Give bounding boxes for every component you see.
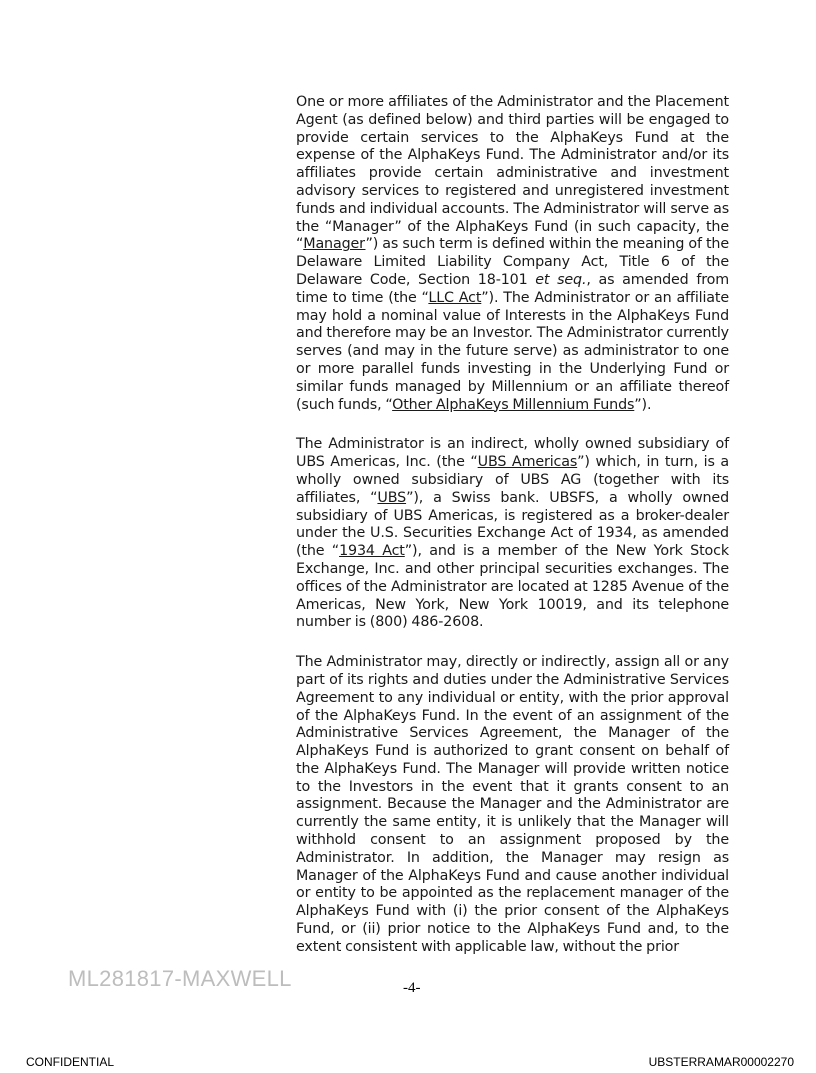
paragraph-ubs-subsidiary: The Administrator is an indirect, wholly owned subsidiary of UBS Americas, Inc. (the “UBS Americas”) which, in turn, is a wholly owned subsidiary of UBS AG (together with its affiliates, “UBS”), a Swiss bank. UBSFS, a wholly owned subsidiary of UBS Americas, is registered as a broker-dealer under the U.S. Securities Exchange Act of 1934, as amended (the “1934 Act”), and is a member of the New York Stock Exchange, Inc. and other principal securities exchanges. The offices of the Administrator are located at 1285 Avenue of the Americas, New York, New York 10019, and its telephone number is (800) 486-2608. [296,436,730,631]
confidential-label: CONFIDENTIAL [26,1055,115,1069]
document-stamp: ML281817-MAXWELL [68,966,292,991]
defined-term-other-funds: Other AlphaKeys Millennium Funds [392,396,635,413]
bates-number: UBSTERRAMAR00002270 [648,1055,794,1069]
defined-term-manager: Manager [303,236,366,253]
paragraph-affiliates: One or more affiliates of the Administrator and the Placement Agent (as defined below) and third parties will be engaged to provide certain services to the AlphaKeys Fund at the expense of the AlphaKeys Fund. The Administrator and/or its affiliates provide certain administrative and investment advisory services to registered and unregistered investment funds and individual accounts. The Administrator will serve as the “Manager” of the AlphaKeys Fund (in such capacity, the “Manager”) as such term is defined within the meaning of the Delaware Limited Liability Company Act, Title 6 of the Delaware Code, Section 18-101 et seq., as amended from time to time (the “LLC Act”). The Administrator or an affiliate may hold a nominal value of Interests in the AlphaKeys Fund and therefore may be an Investor. The Administrator currently serves (and may in the future serve) as administrator to one or more parallel funds investing in the Underlying Fund or similar funds managed by Millennium or an affiliate thereof (such funds, “Other AlphaKeys Millennium Funds”). [296,94,729,413]
page-number: -4- [403,980,421,996]
defined-term-llc-act: LLC Act [428,289,482,306]
defined-term-ubs-americas: UBS Americas [477,454,578,471]
paragraph-assignment: The Administrator may, directly or indirectly, assign all or any part of its rights and duties under the Administrative Services Agreement to any individual or entity, with the prior approval of the AlphaKeys Fund. In the event of an assignment of the Administrative Services Agreement, the Manager of the AlphaKeys Fund is authorized to grant consent on behalf of the AlphaKeys Fund. The Manager will provide written notice to the Investors in the event that it grants consent to an assignment. Because the Manager and the Administrator are currently the same entity, it is unlikely that the Manager will withhold consent to an assignment proposed by the Administrator. In addition, the Manager may resign as Manager of the AlphaKeys Fund and cause another individual or entity to be appointed as the replacement manager of the AlphaKeys Fund with (i) the prior consent of the AlphaKeys Fund, or (ii) prior notice to the AlphaKeys Fund and, to the extent consistent with applicable law, without the prior [296,654,729,955]
et-seq-italic: et seq. [535,271,587,288]
defined-term-1934-act: 1934 Act [339,543,405,560]
body-text-column [296,94,729,979]
defined-term-ubs: UBS [377,489,407,506]
